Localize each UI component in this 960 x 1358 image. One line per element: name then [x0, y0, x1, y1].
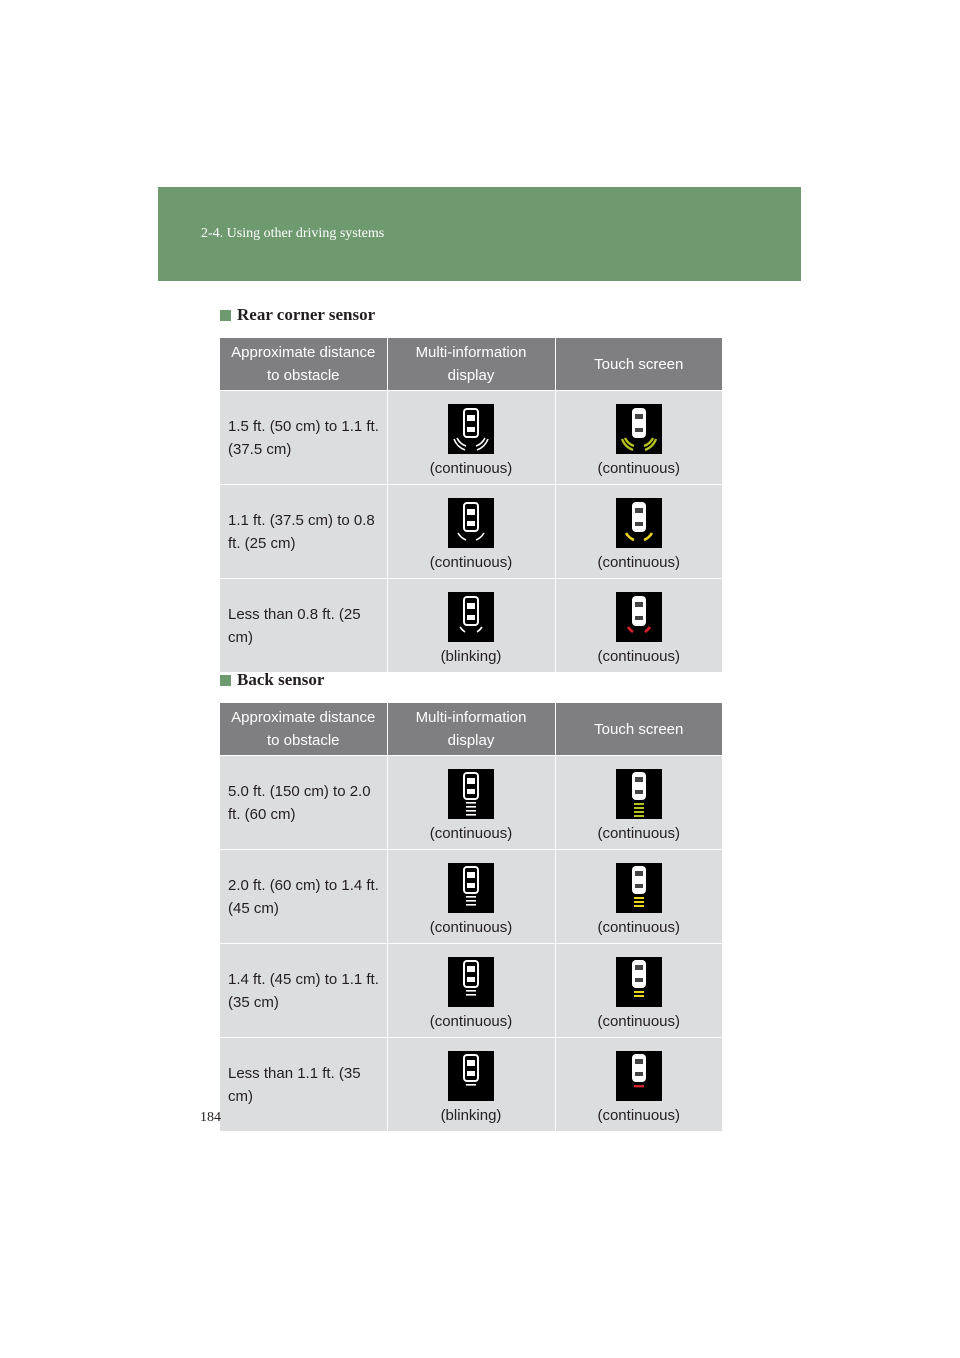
- car-top-view-icon: [616, 863, 662, 913]
- car-top-view-icon: [616, 769, 662, 819]
- table-row: [220, 756, 722, 850]
- mid-cell: [387, 485, 555, 579]
- col-touch-screen: Touch screen: [555, 338, 722, 391]
- col-distance: Approximate distance to obstacle: [220, 338, 387, 391]
- state-label: (continuous): [597, 1012, 681, 1030]
- rear-corner-sensor-heading: [220, 305, 375, 325]
- page-number: 184: [200, 1110, 221, 1125]
- state-label: (continuous): [597, 553, 681, 571]
- car-top-view-icon: [448, 404, 494, 454]
- touch-cell: [555, 391, 722, 485]
- table-row: [220, 485, 722, 579]
- table-row: [220, 1038, 722, 1132]
- state-label: (continuous): [597, 824, 681, 842]
- touch-cell: [555, 485, 722, 579]
- touch-cell: [555, 850, 722, 944]
- table-row: [220, 391, 722, 485]
- mid-cell: [387, 579, 555, 673]
- header-band: [158, 187, 801, 281]
- car-top-view-icon: [616, 957, 662, 1007]
- col-multi-information-display: Multi-information display: [387, 703, 555, 756]
- state-label: (blinking): [440, 1106, 502, 1124]
- mid-cell: [387, 391, 555, 485]
- heading-text: Rear corner sensor: [237, 305, 376, 324]
- car-top-view-icon: [448, 957, 494, 1007]
- distance-cell: 1.4 ft. (45 cm) to 1.1 ft. (35 cm): [220, 944, 387, 1038]
- state-label: (continuous): [429, 459, 513, 477]
- back-sensor-table: [220, 703, 722, 1131]
- table-row: [220, 944, 722, 1038]
- touch-cell: [555, 944, 722, 1038]
- distance-cell: Less than 1.1 ft. (35 cm): [220, 1038, 387, 1132]
- mid-cell: [387, 756, 555, 850]
- state-label: (continuous): [429, 824, 513, 842]
- touch-cell: [555, 1038, 722, 1132]
- car-top-view-icon: [448, 1051, 494, 1101]
- table-row: [220, 850, 722, 944]
- car-top-view-icon: [616, 404, 662, 454]
- bullet-square-icon: [220, 675, 231, 686]
- state-label: (continuous): [597, 1106, 681, 1124]
- mid-cell: [387, 850, 555, 944]
- state-label: (continuous): [429, 1012, 513, 1030]
- touch-cell: [555, 579, 722, 673]
- state-label: (continuous): [597, 459, 681, 477]
- state-label: (continuous): [597, 918, 681, 936]
- col-touch-screen: Touch screen: [555, 703, 722, 756]
- state-label: (continuous): [597, 647, 681, 665]
- table-header-row: [220, 338, 722, 391]
- distance-cell: 1.5 ft. (50 cm) to 1.1 ft. (37.5 cm): [220, 391, 387, 485]
- table-row: [220, 579, 722, 673]
- car-top-view-icon: [448, 769, 494, 819]
- bullet-square-icon: [220, 310, 231, 321]
- touch-cell: [555, 756, 722, 850]
- section-title: 2-4. Using other driving systems: [201, 226, 385, 241]
- heading-text: Back sensor: [237, 670, 325, 689]
- col-multi-information-display: Multi-information display: [387, 338, 555, 391]
- mid-cell: [387, 944, 555, 1038]
- car-top-view-icon: [616, 1051, 662, 1101]
- car-top-view-icon: [448, 863, 494, 913]
- distance-cell: 2.0 ft. (60 cm) to 1.4 ft. (45 cm): [220, 850, 387, 944]
- distance-cell: Less than 0.8 ft. (25 cm): [220, 579, 387, 673]
- state-label: (blinking): [440, 647, 502, 665]
- rear-corner-sensor-table: [220, 338, 722, 672]
- car-top-view-icon: [448, 498, 494, 548]
- car-top-view-icon: [448, 592, 494, 642]
- col-distance: Approximate distance to obstacle: [220, 703, 387, 756]
- distance-cell: 1.1 ft. (37.5 cm) to 0.8 ft. (25 cm): [220, 485, 387, 579]
- back-sensor-heading: [220, 670, 324, 690]
- distance-cell: 5.0 ft. (150 cm) to 2.0 ft. (60 cm): [220, 756, 387, 850]
- state-label: (continuous): [429, 553, 513, 571]
- car-top-view-icon: [616, 592, 662, 642]
- table-header-row: [220, 703, 722, 756]
- mid-cell: [387, 1038, 555, 1132]
- state-label: (continuous): [429, 918, 513, 936]
- car-top-view-icon: [616, 498, 662, 548]
